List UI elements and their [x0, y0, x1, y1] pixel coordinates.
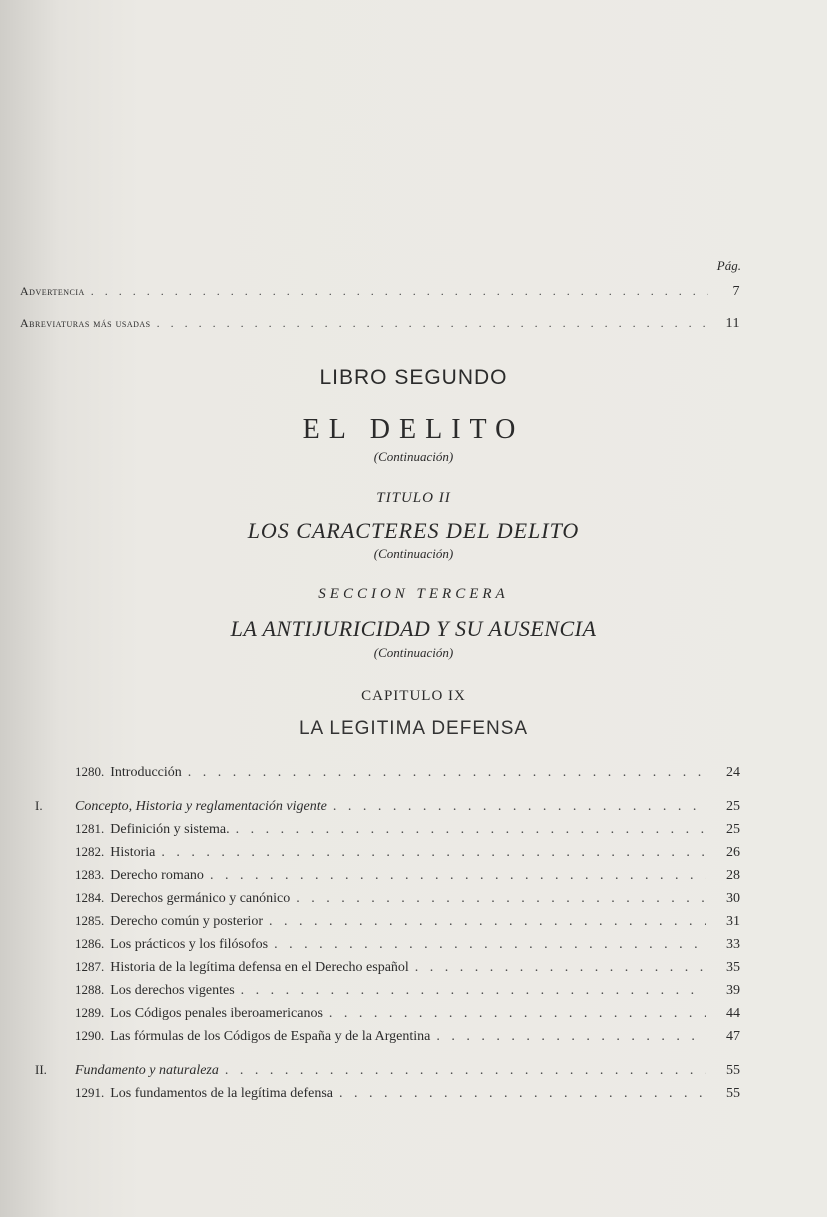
entry-page: 30 — [726, 891, 740, 906]
entry-title: Historia — [110, 845, 156, 860]
continuation-note: (Continuación) — [373, 645, 454, 660]
leader-dots — [210, 868, 706, 884]
entry-number: 1290. — [75, 1028, 105, 1043]
entry-page: 25 — [726, 822, 740, 837]
entry-page: 35 — [726, 960, 740, 975]
section-roman: I. — [35, 798, 43, 813]
toc-front-advertencia[interactable] — [20, 284, 740, 306]
entry-number: 1280. — [75, 764, 105, 779]
entry-title: Los derechos vigentes — [110, 983, 235, 998]
chapter-heading: LA LEGITIMA DEFENSA — [298, 718, 529, 739]
entry-page: 33 — [726, 937, 740, 952]
toc-entry[interactable] — [75, 982, 740, 1004]
leader-dots — [415, 960, 706, 976]
toc-section-entry[interactable] — [35, 798, 740, 820]
entry-page: 39 — [726, 983, 740, 998]
entry-page: 26 — [726, 845, 740, 860]
entry-title: Fundamento y naturaleza — [75, 1063, 219, 1078]
section-roman: II. — [35, 1062, 47, 1077]
leader-dots — [339, 1086, 706, 1102]
entry-number: 1284. — [75, 890, 105, 905]
title-heading: LOS CARACTERES DEL DELITO — [247, 518, 580, 543]
entry-page: 47 — [726, 1029, 740, 1044]
entry-number: 1285. — [75, 913, 105, 928]
entry-title: Definición y sistema. — [110, 822, 230, 837]
leader-dots — [436, 1029, 706, 1045]
leader-dots — [225, 1063, 706, 1079]
entry-number: 1291. — [75, 1085, 105, 1100]
toc-entry[interactable] — [75, 890, 740, 912]
toc-entry[interactable] — [75, 913, 740, 935]
leader-dots — [241, 983, 706, 999]
leader-dots — [329, 1006, 706, 1022]
toc-front-label: Abreviaturas más usadas — [20, 316, 151, 330]
continuation-note: (Continuación) — [373, 546, 454, 561]
entry-number: 1282. — [75, 844, 105, 859]
leader-dots — [188, 765, 706, 781]
entry-page: 31 — [726, 914, 740, 929]
toc-entry[interactable] — [75, 1028, 740, 1050]
title-number: TITULO II — [376, 490, 451, 506]
toc-front-abreviaturas[interactable] — [20, 316, 740, 338]
entry-title: Derechos germánico y canónico — [110, 891, 291, 906]
entry-title: Derecho común y posterior — [110, 914, 264, 929]
toc-entry[interactable] — [75, 821, 740, 843]
leader-dots — [157, 316, 708, 331]
entry-title: Los prácticos y los filósofos — [110, 937, 269, 952]
toc-front-page: 7 — [732, 284, 740, 299]
leader-dots — [274, 937, 706, 953]
entry-title: Los fundamentos de la legítima defensa — [110, 1086, 334, 1101]
toc-entry[interactable] — [75, 867, 740, 889]
entry-title: Las fórmulas de los Códigos de España y de la Argentina — [110, 1029, 431, 1044]
part-heading: EL DELITO — [302, 414, 525, 445]
entry-title: Historia de la legítima defensa en el Derecho español — [110, 960, 409, 975]
entry-title: Introducción — [110, 765, 182, 780]
entry-page: 44 — [726, 1006, 740, 1021]
entry-number: 1281. — [75, 821, 105, 836]
toc-section-entry[interactable] — [35, 1062, 740, 1084]
section-number: SECCION TERCERA — [318, 586, 509, 602]
leader-dots — [161, 845, 706, 861]
toc-entry[interactable] — [75, 1005, 740, 1027]
chapter-number: CAPITULO IX — [361, 688, 466, 704]
entry-page: 25 — [726, 799, 740, 814]
toc-front-label: Advertencia — [20, 284, 85, 298]
toc-entry[interactable] — [75, 936, 740, 958]
entry-page: 24 — [726, 765, 740, 780]
page-column-label: Pág. — [716, 258, 741, 273]
toc-entry[interactable] — [75, 844, 740, 866]
toc-entry[interactable] — [75, 959, 740, 981]
entry-number: 1283. — [75, 867, 105, 882]
entry-page: 28 — [726, 868, 740, 883]
leader-dots — [269, 914, 706, 930]
toc-front-page: 11 — [725, 316, 740, 331]
leader-dots — [236, 822, 706, 838]
leader-dots — [91, 284, 708, 299]
entry-title: Los Códigos penales iberoamericanos — [110, 1006, 323, 1021]
entry-title: Derecho romano — [110, 868, 204, 883]
toc-entry[interactable] — [75, 764, 740, 786]
entry-page: 55 — [726, 1063, 740, 1078]
toc-entry[interactable] — [75, 1085, 740, 1107]
entry-number: 1286. — [75, 936, 105, 951]
section-heading: LA ANTIJURICIDAD Y SU AUSENCIA — [230, 616, 597, 641]
entry-number: 1289. — [75, 1005, 105, 1020]
entry-number: 1287. — [75, 959, 105, 974]
leader-dots — [333, 799, 706, 815]
book-heading: LIBRO SEGUNDO — [319, 366, 508, 389]
leader-dots — [296, 891, 706, 907]
continuation-note: (Continuación) — [373, 449, 454, 464]
entry-number: 1288. — [75, 982, 105, 997]
entry-title: Concepto, Historia y reglamentación vigente — [75, 799, 327, 814]
entry-page: 55 — [726, 1086, 740, 1101]
